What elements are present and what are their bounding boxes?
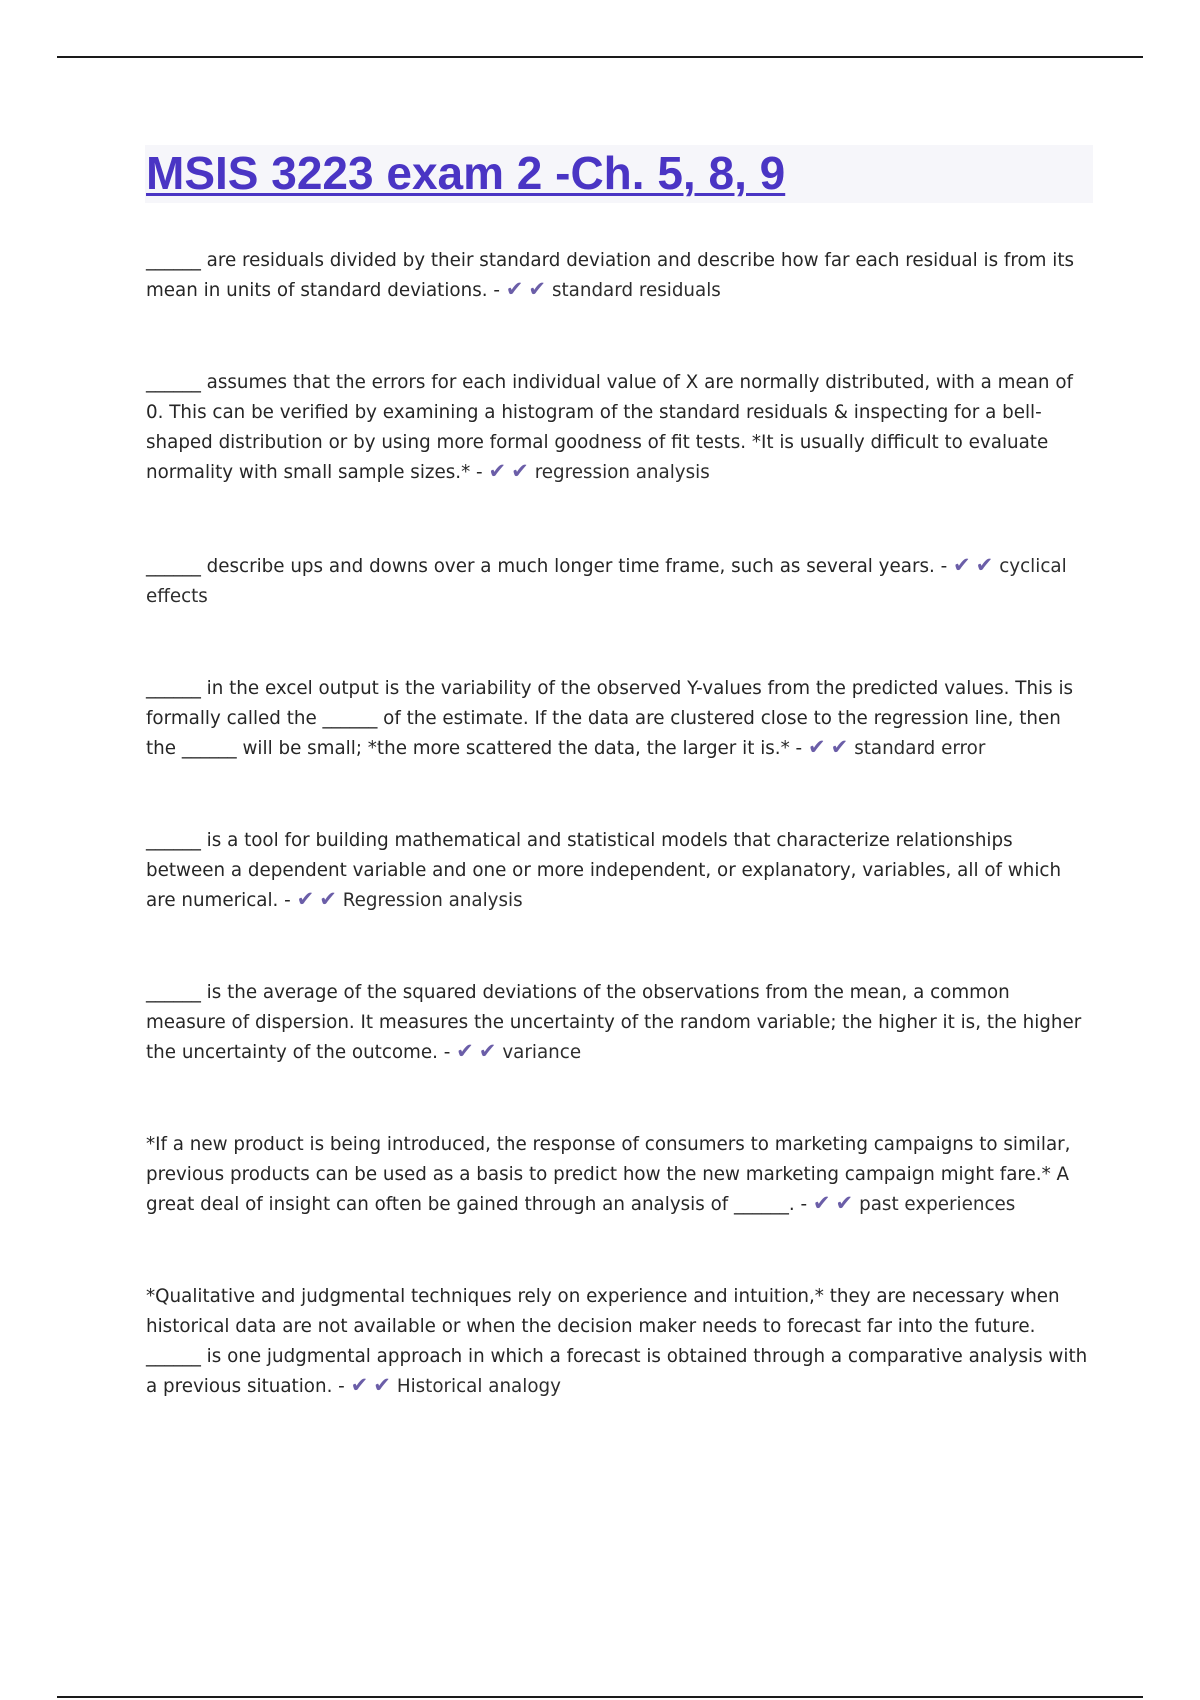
check-icon: ✔ [835,1191,854,1215]
qa-item-3 [146,552,1091,612]
check-icon: ✔ [350,1373,369,1397]
check-icon: ✔ [296,887,315,911]
check-icon: ✔ [830,735,849,759]
question-text: ______ are residuals divided by their standard deviation and describe how far each residual is from its mean in units of standard deviations. - [146,250,1075,301]
question-text: ______ describe ups and downs over a much longer time frame, such as several years. - [146,556,948,577]
answer-text: regression analysis [534,462,710,483]
answer-text: standard residuals [551,280,721,301]
check-icon: ✔ [319,887,337,911]
bottom-rule [57,1696,1143,1698]
answer-text: cyclical effects [146,556,1067,607]
check-icon: ✔ [511,459,529,483]
qa-item-6 [146,978,1091,1068]
document-title: MSIS 3223 exam 2 -Ch. 5, 8, 9 [146,147,786,199]
qa-item-7 [146,1130,1091,1220]
question-text: *If a new product is being introduced, the response of consumers to marketing campaigns to similar, previous products can be used as a basis to predict how the new marketing campaign might fare.* A great deal of insight can often be gained through an analysis of ______. - [146,1134,1071,1215]
qa-item-5 [146,826,1091,916]
question-text: ______ is the average of the squared deviations of the observations from the mean, a common measure of dispersion. It measures the uncertainty of the random variable; the higher it is, the higher the uncertainty of the outcome. - [146,982,1082,1063]
top-rule [57,56,1143,58]
answer-text: standard error [854,738,986,759]
question-text: ______ in the excel output is the variability of the observed Y-values from the predicted values. This is formally called the ______ of the estimate. If the data are clustered close to the regression line, then the ______ will be small; *the more scattered the data, the larger it is.* - [146,678,1074,759]
qa-item-8 [146,1282,1091,1402]
check-icon: ✔ [528,277,546,301]
answer-text: variance [502,1042,582,1063]
check-icon: ✔ [975,553,994,577]
check-icon: ✔ [807,735,826,759]
check-icon: ✔ [505,277,524,301]
check-icon: ✔ [488,459,507,483]
check-icon: ✔ [812,1191,831,1215]
check-icon: ✔ [456,1039,474,1063]
check-icon: ✔ [373,1373,391,1397]
qa-item-1 [146,246,1091,306]
check-icon: ✔ [478,1039,497,1063]
qa-item-4 [146,674,1091,764]
answer-text: Regression analysis [342,890,523,911]
answer-text: Historical analogy [396,1376,561,1397]
qa-item-2 [146,368,1091,488]
question-text: ______ is a tool for building mathematical and statistical models that characterize relationships between a dependent variable and one or more independent, or explanatory, variables, all of which are numerical. - [146,830,1062,911]
check-icon: ✔ [953,553,971,577]
question-text: ______ assumes that the errors for each individual value of X are normally distributed, with a mean of 0. This can be verified by examining a histogram of the standard residuals & inspecting for a bell-shaped distribution or by using more formal goodness of fit tests. *It is usually difficult to evaluate normality with small sample sizes.* - [146,372,1073,483]
question-text: *Qualitative and judgmental techniques rely on experience and intuition,* they are necessary when historical data are not available or when the decision maker needs to forecast far into the future. ______ is one judgmental approach in which a forecast is obtained through a comparative analysis with a previous situation. - [146,1286,1088,1397]
answer-text: past experiences [859,1194,1016,1215]
